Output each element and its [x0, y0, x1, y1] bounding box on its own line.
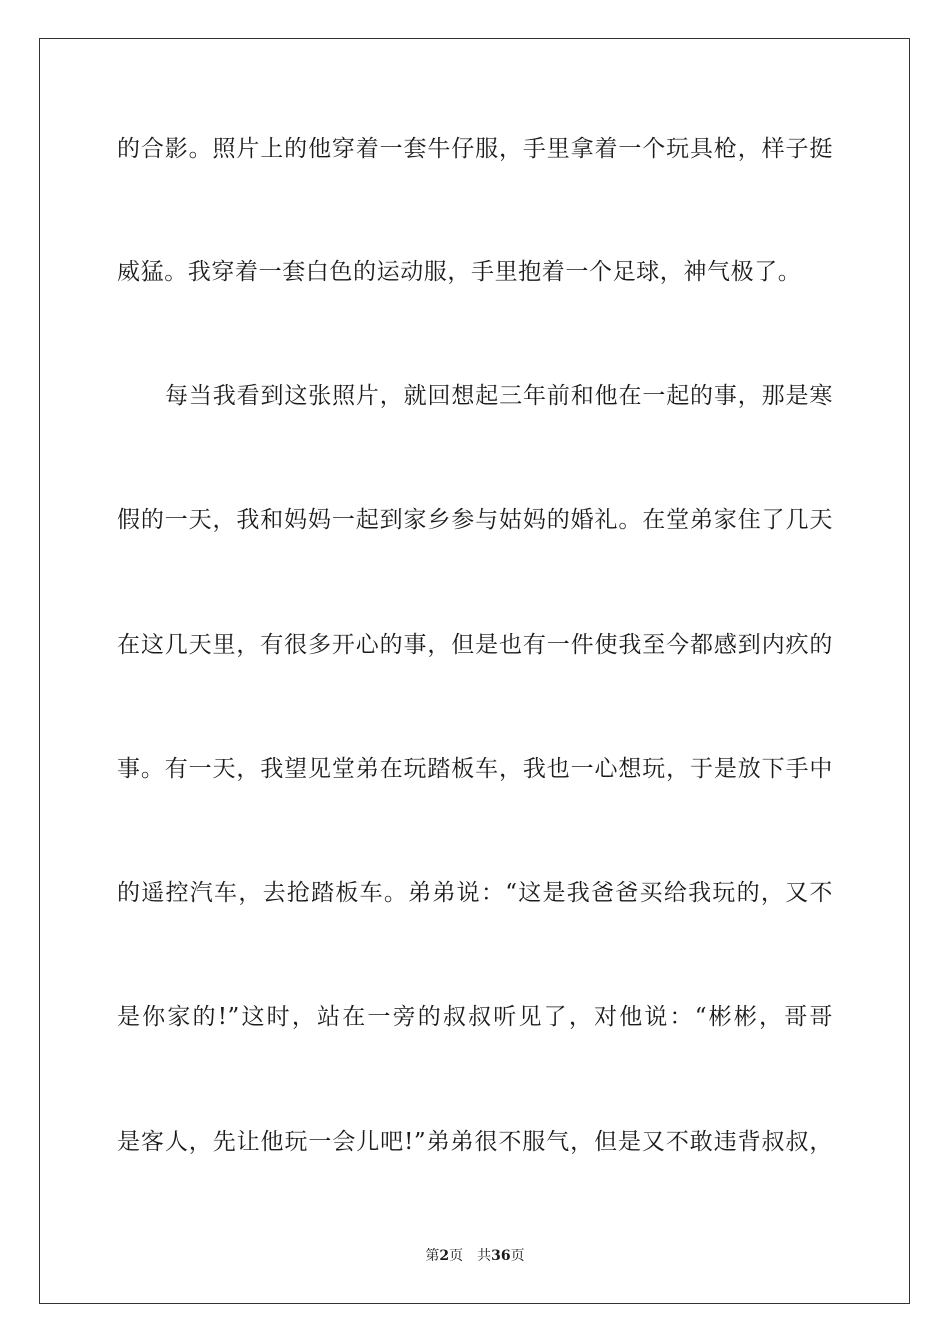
total-suffix: 页 [510, 1248, 525, 1264]
page-border [39, 38, 910, 1304]
total-prefix: 共 [477, 1248, 492, 1264]
text-line-1: 的合影。照片上的他穿着一套牛仔服，手里拿着一个玩具枪，样子挺 [117, 136, 833, 162]
current-page-number: 2 [439, 1248, 450, 1264]
text-line-9: 是客人，先让他玩一会儿吧!”弟弟很不服气，但是又不敢违背叔叔， [117, 1129, 833, 1155]
text-line-2: 威猛。我穿着一套白色的运动服，手里抱着一个足球，神气极了。 [117, 259, 802, 285]
page-footer [0, 1247, 950, 1265]
text-line-4: 假的一天，我和妈妈一起到家乡参与姑妈的婚礼。在堂弟家住了几天 [117, 507, 833, 533]
text-line-5: 在这几天里，有很多开心的事，但是也有一件使我至今都感到内疚的 [117, 632, 833, 658]
text-line-6: 事。有一天，我望见堂弟在玩踏板车，我也一心想玩，于是放下手中 [117, 756, 833, 782]
page-prefix: 第 [425, 1248, 440, 1264]
text-line-3: 每当我看到这张照片，就回想起三年前和他在一起的事，那是寒 [165, 383, 833, 409]
total-page-count: 36 [491, 1248, 511, 1264]
text-line-8: 是你家的!”这时，站在一旁的叔叔听见了，对他说：“彬彬，哥哥 [117, 1004, 833, 1030]
text-line-7: 的遥控汽车，去抢踏板车。弟弟说：“这是我爸爸买给我玩的，又不 [117, 880, 833, 906]
page-suffix: 页 [449, 1248, 464, 1264]
